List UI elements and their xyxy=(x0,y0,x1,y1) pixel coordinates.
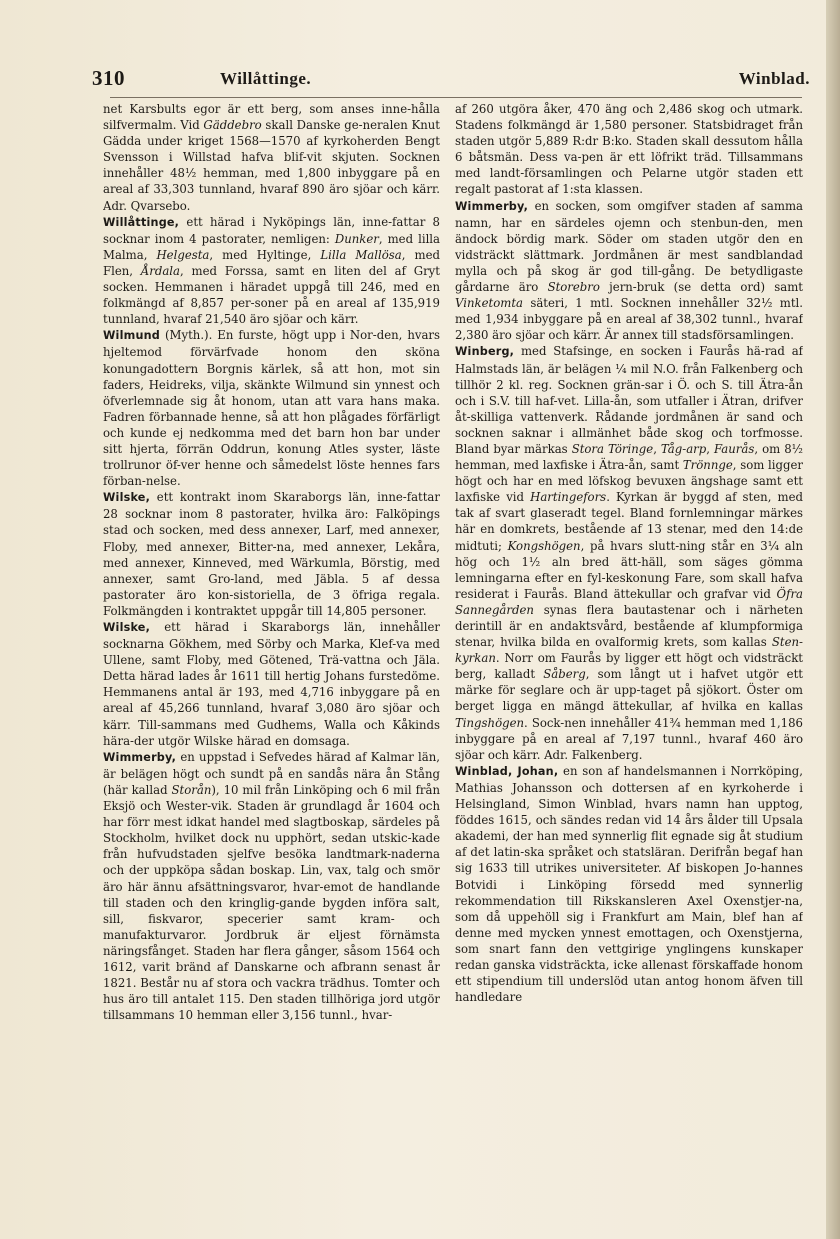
entry-headword: Wimmerby, xyxy=(103,750,177,764)
entry-text: med Stafsinge, en socken i Faurås hä-rad af Halmstads län, är belägen ¼ mil N.O. från Falkenberg och tillhör 2 kl. reg. Socknen grän-sar i Ö. och S. till Ätra-ån och i S.V. till haf-vet. Lilla-ån, som utfaller i Ätran, drifver åt-skilliga vattenverk. Rådande jordmånen är sand och socknen saknar i allmänhet både skog och torfmosse. Bland byar märkas xyxy=(455,344,803,456)
entry-text: , med Forssa, samt en liten del af Gryt socken. Hemmanen i häradet uppgå till 246, med en folkmängd af 8,857 per-soner på en areal af 135,919 tunnland, hvaraf 21,540 äro sjöar och kärr. xyxy=(103,263,440,327)
italic-term: Gäddebro xyxy=(203,118,262,133)
italic-term: Hartingefors xyxy=(530,490,607,505)
entry-text: skall Danske ge-neralen Knut Gädda under kriget 1568—1570 af kyrkoherden Bengt Svensson i Willstad hafva blif-vit skjuten. Socknen innehåller 48½ hemman, med 1,800 inbyggare på en areal af 33,303 tunnland, hvaraf 890 äro sjöar och kärr. Adr. Qvarsebo. xyxy=(103,118,440,213)
dictionary-entry xyxy=(103,327,440,489)
italic-term: Trönnge xyxy=(682,458,733,473)
italic-term: Sten-kyrkan xyxy=(455,635,803,666)
page-number: 310 xyxy=(92,66,125,90)
italic-term: Kongshögen xyxy=(507,538,581,553)
entry-headword: Winberg, xyxy=(455,345,515,359)
left-running-head: Willåttinge. xyxy=(220,69,312,88)
entry-headword: Willåttinge, xyxy=(103,215,180,229)
dictionary-entry xyxy=(103,101,440,214)
dictionary-entry xyxy=(455,343,803,762)
header-rule xyxy=(110,97,802,98)
entry-text: en uppstad i Sefvedes härad af Kalmar län, är belägen högt och sundt på en sandås nära ån Stång (här kallad xyxy=(103,749,440,797)
dictionary-entry xyxy=(103,749,440,1024)
italic-term: Storån xyxy=(171,782,212,797)
entry-text: ett härad i Skaraborgs län, innehåller socknarna Gökhem, med Sörby och Marka, Klef-va med Ullene, samt Floby, med Götened, Trä-vattna och Jäla. Detta härad lades år 1611 till hertig Johans furstedöme. Hemmanens antal är 193, med 4,716 inbyggare på en areal af 45,266 tunnland, hvaraf 3,080 äro sjöar och kärr. Till-sammans med Gudhems, Walla och Kåkinds hära-der utgör Wilske härad en domsaga. xyxy=(103,620,440,748)
entry-text: en socken, som omgifver staden af samma namn, har en särdeles ojemn och stenbun-den, men ändock bördig mark. Söder om staden utgör den en vidsträckt slättmark. Jordmånen är mest sandblandad mylla och på skog är god till-gång. De betydligaste gårdarne äro xyxy=(455,198,803,295)
right-column xyxy=(455,101,803,1226)
entry-text: . Kyrkan är byggd af sten, med tak af svart glaseradt tegel. Bland fornlemningar märkes här en domkrets, bestående af 13 stenar, med den 14:de midtuti; xyxy=(455,490,803,553)
entry-headword: Wilske, xyxy=(103,491,151,505)
page-header xyxy=(92,66,810,98)
entry-text: , med Flen, xyxy=(103,247,440,278)
entry-headword: Wimmerby, xyxy=(455,199,529,213)
entry-text: (Myth.). En furste, högt upp i Nor-den, hvars hjeltemod förvärfvade honom den sköna konungadottern Borgnis kärlek, så att hon, mot sin faders, Heidreks, vilja, skänkte Wilmund sin ynnest och öfverlemnade sig åt honom, utan att vara hans maka. Fadren förbannade henne, så att hon plågades förfärligt och kunde ej nedkomma med det barn hon bar under sitt hjerta, förrän Oddrun, konung Atles syster, läste trollrunor öf-ver henne och såmedelst löste hennes fars förban-nelse. xyxy=(103,328,440,489)
entry-text: . Sock-nen innehåller 41¾ hemman med 1,186 inbyggare på en areal af 7,197 tunnl., hvaraf 460 äro sjöar och kärr. Adr. Falkenberg. xyxy=(455,715,803,762)
dictionary-entry xyxy=(103,214,440,328)
entry-text: säteri, 1 mtl. Socknen innehåller 32½ mtl. med 1,934 inbyggare på en areal af 38,302 tunnl., hvaraf 2,380 äro sjöar och kärr. Är annex till stadsförsamlingen. xyxy=(455,296,803,343)
italic-term: Storebro xyxy=(547,280,600,295)
entry-text: , som långt ut i hafvet utgör ett märke för seglare och är upp-taget på sjökort. Öster om berget ligga en mängd ättekullar, af hvilka en kallas xyxy=(455,667,803,714)
entry-text: af 260 utgöra åker, 470 äng och 2,486 skog och utmark. Stadens folkmängd är 1,580 personer. Statsbidraget från staden utgör 5,889 R:dr B:ko. Staden skall dessutom hålla 6 båtsmän. Dess va-pen är ett löfrikt träd. Tillsammans med landt-församlingen och Pelarne utgör staden ett regalt pastorat af 1:sta klassen. xyxy=(455,102,803,197)
dictionary-entry xyxy=(455,763,803,1005)
italic-term: Helgesta xyxy=(156,247,210,262)
dictionary-entry xyxy=(103,489,440,619)
left-column xyxy=(103,101,440,1226)
entry-text: net Karsbults egor är ett berg, som anses inne-hålla silfvermalm. Vid xyxy=(103,102,440,133)
entry-text: , på hvars slutt-ning står en 3¼ aln hög och 1½ aln bred ätt-häll, som säges gömma lemningarna efter en fyl-keskonung Fare, som skall hafva residerat i Faurås. Bland ättekullar och grafvar vid xyxy=(455,538,803,601)
entry-text: , om 8½ hemman, med laxfiske i Ätra-ån, samt xyxy=(455,441,803,473)
entry-text: synas flera bautastenar och i närheten derintill är en andaktsvård, bestående af klumpformiga stenar, hvilka bilda en ovalformig krets, som kallas xyxy=(455,602,803,650)
italic-term: Stora Töringe xyxy=(571,441,654,456)
page-edge xyxy=(826,0,840,1239)
entry-text: ett härad i Nyköpings län, inne-fattar 8 socknar inom 4 pastorater, nemligen: xyxy=(103,214,440,246)
italic-term: Tåg-arp xyxy=(660,441,707,456)
italic-term: Öfra Sannegården xyxy=(455,586,803,617)
entry-text: ), 10 mil från Linköping och 6 mil från Eksjö och Wester-vik. Staden är grundlagd år 1604 och har förr mest idkat handel med slagtboskap, särdeles på Stockholm, hvilket dock nu upphört, sedan utskic-kade från hufvudstaden sjelfve besöka landtmark-naderna och der uppköpa sådan boskap. Lin, vax, talg och smör äro här ännu afsättningsvaror, hvar-emot de handlande till staden och den kringlig-gande bygden införa salt, sill, fiskvaror, specerier samt kram- och manufakturvaror. Jordbruk är eljest förnämsta näringsfånget. Staden har flera gånger, såsom 1564 och 1612, varit bränd af Danskarne och afbrann senast år 1821. Består nu af stora och vackra trädhus. Tomter och hus äro till antalet 115. Den staden tillhöriga jord utgör tillsammans 10 hemman eller 3,156 tunnl., hvar- xyxy=(103,782,440,1023)
entry-text: , xyxy=(653,441,661,456)
entry-headword: Winblad, Johan, xyxy=(455,764,559,778)
italic-term: Såberg xyxy=(543,667,586,682)
italic-term: Dunker xyxy=(334,231,379,246)
entry-headword: Wilmund xyxy=(103,329,161,343)
dictionary-entry xyxy=(455,198,803,344)
dictionary-entry xyxy=(455,101,803,198)
italic-term: Faurås xyxy=(713,441,755,456)
entry-text: . Norr om Faurås by ligger ett högt och vidsträckt berg, kalladt xyxy=(455,651,803,682)
entry-text: , som ligger högt och har en med löfskog bevuxen ängshage samt ett laxfiske vid xyxy=(455,458,803,505)
entry-text: , med lilla Malma, xyxy=(103,231,440,262)
italic-term: Vinketomta xyxy=(455,296,523,311)
italic-term: Årdala xyxy=(140,263,181,278)
dictionary-entry xyxy=(103,619,440,749)
entry-text: , med Hyltinge, xyxy=(209,247,321,262)
right-running-head: Winblad. xyxy=(738,69,810,88)
entry-text: jern-bruk (se detta ord) samt xyxy=(599,280,803,295)
entry-text: , xyxy=(706,441,714,456)
entry-text: ett kontrakt inom Skaraborgs län, inne-fattar 28 socknar inom 8 pastorater, hvilka äro: Falköpings stad och socken, med dess annexer, Larf, med annexer, Floby, med annexer, Bitter-na, med annexer, Lekåra, med annexer, Kinneved, med Wärkumla, Börstig, med annexer, samt Gro-land, med Jäbla. 5 af dessa pastorater äro kon-sistoriella, de 3 öfriga regala. Folkmängden i kontraktet uppgår till 14,805 personer. xyxy=(103,490,440,618)
italic-term: Lilla Mallösa xyxy=(320,247,402,262)
entry-text: en son af handelsmannen i Norrköping, Mathias Johansson och dottersen af en kyrkoherde i Helsingland, Simon Winblad, hvars namn han upptog, föddes 1615, och sändes redan vid 14 års ålder till Upsala akademi, der han med synnerlig flit egnade sig åt studium af det latin-ska språket och statsläran. Derifrån begaf han sig 1633 till utrikes universiteter. Af biskopen Jo-hannes Botvidi i Linköping försedd med synnerlig rekommendation till Rikskansleren Axel Oxenstjer-na, som då uppehöll sig i Frankfurt am Main, blef han af denne med mycken ynnest emottagen, och Oxenstjerna, som snart fann den vettgirige ynglingens kunskaper redan ganska vidsträckta, icke allenast förskaffade honom ett stipendium till underslöd utan antog honom äfven till handledare xyxy=(455,763,803,1005)
entry-headword: Wilske, xyxy=(103,621,151,634)
italic-term: Tingshögen xyxy=(455,715,525,730)
